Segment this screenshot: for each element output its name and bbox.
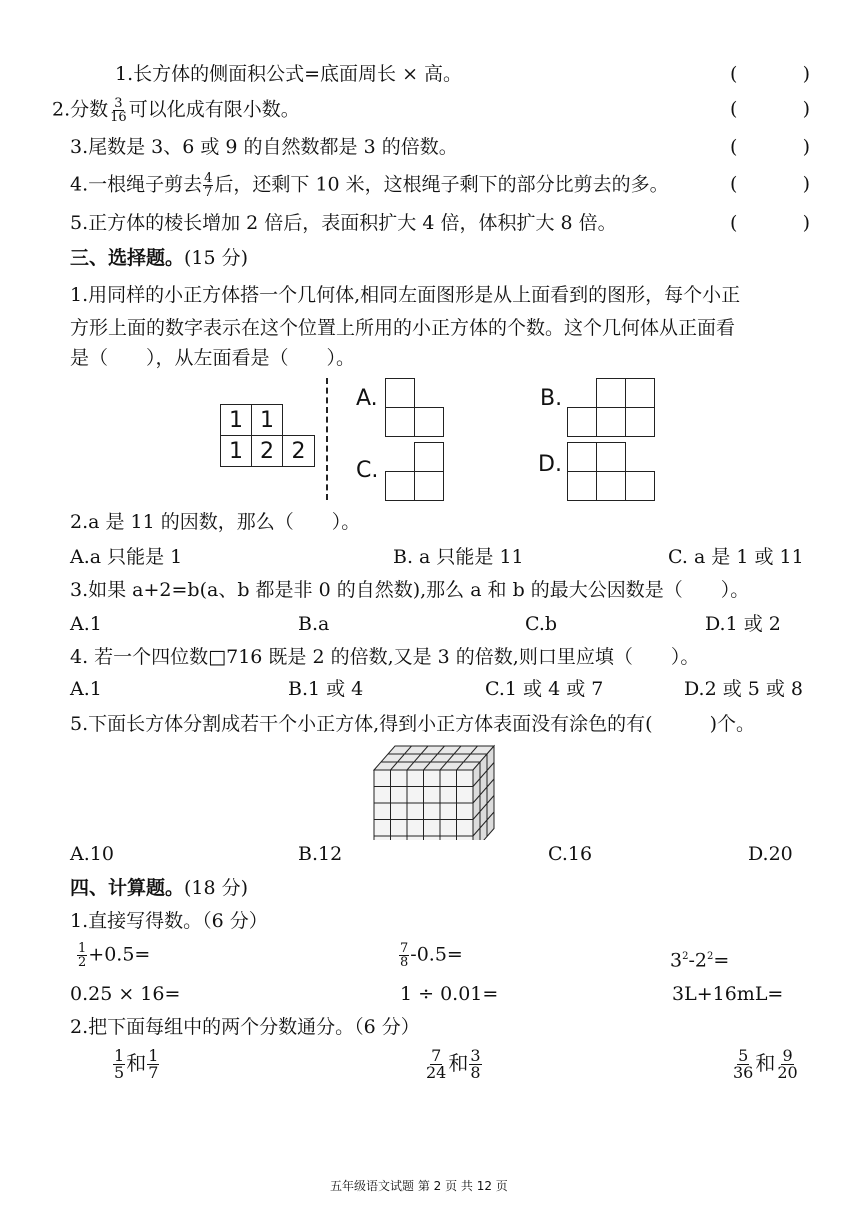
- fraction: $\frac{3}{16}$: [110, 96, 127, 125]
- s3-q2-option[interactable]: C. a 是 1 或 11: [668, 546, 804, 568]
- grid-cell: 2: [251, 435, 283, 467]
- divider: [326, 378, 328, 500]
- fraction-group-3: $\frac{5}{36}$ 和 $\frac{9}{20}$: [733, 1046, 798, 1082]
- tf-answer-5[interactable]: ( ): [730, 212, 810, 234]
- fraction: $\frac{5}{36}$: [733, 1046, 754, 1082]
- option-a-label[interactable]: A.: [356, 386, 378, 411]
- grid-cell: 1: [220, 404, 252, 436]
- tf-question-1: 1.长方体的侧面积公式=底面周长 × 高。: [115, 63, 463, 85]
- calc-1: $\frac{1}{2}$ +0.5=: [78, 941, 151, 970]
- calc-4: 0.25 × 16=: [70, 983, 181, 1005]
- tf-question-2: 2.分数 $\frac{3}{16}$ 可以化成有限小数。: [52, 96, 300, 125]
- s3-q4-option[interactable]: B.1 或 4: [288, 678, 364, 700]
- s3-q3-option[interactable]: C.b: [525, 613, 558, 635]
- calc-3: $3^2-2^2=$: [670, 949, 730, 972]
- option-d-label[interactable]: D.: [538, 452, 562, 477]
- fraction: $\frac{4}{7}$: [204, 171, 213, 200]
- fraction-group-2: $\frac{7}{24}$ 和 $\frac{3}{8}$: [426, 1046, 481, 1082]
- s3-q4-option[interactable]: C.1 或 4 或 7: [485, 678, 604, 700]
- s3-q3-option[interactable]: A.1: [70, 613, 102, 635]
- calc-2: $\frac{7}{8}$ -0.5=: [400, 941, 463, 970]
- s3-q4: 4. 若一个四位数□716 既是 2 的倍数,又是 3 的倍数,则口里应填（ ）。: [70, 646, 700, 668]
- tf-answer-2[interactable]: ( ): [730, 98, 810, 120]
- tf-answer-3[interactable]: ( ): [730, 136, 810, 158]
- option-b-label[interactable]: B.: [540, 386, 563, 411]
- tf-answer-4[interactable]: ( ): [730, 173, 810, 195]
- s3-q2-option[interactable]: A.a 只能是 1: [70, 546, 183, 568]
- tf-question-4: 4.一根绳子剪去 $\frac{4}{7}$ 后，还剩下 10 米，这根绳子剩下的部分比剪去的多。: [70, 171, 669, 200]
- fraction-group-1: $\frac{1}{5}$ 和 $\frac{1}{7}$: [114, 1046, 159, 1082]
- section-3-heading: 三、选择题。(15 分): [70, 247, 249, 269]
- grid-cell: 1: [251, 404, 283, 436]
- grid-cell: 1: [220, 435, 252, 467]
- s3-q1-line2: 方形上面的数字表示在这个位置上所用的小正方体的个数。这个几何体从正面看: [70, 317, 736, 339]
- s3-q5-option[interactable]: B.12: [298, 843, 343, 865]
- section-4-heading: 四、计算题。(18 分): [70, 877, 249, 899]
- s3-q2-option[interactable]: B. a 只能是 11: [393, 546, 524, 568]
- tf-answer-1[interactable]: ( ): [730, 63, 810, 85]
- s4-sub2: 2.把下面每组中的两个分数通分。（6 分）: [70, 1016, 420, 1038]
- fraction: $\frac{7}{24}$: [426, 1046, 447, 1082]
- grid-cell: 2: [282, 435, 315, 467]
- fraction: $\frac{3}{8}$: [470, 1046, 481, 1082]
- tf-question-3: 3.尾数是 3、6 或 9 的自然数都是 3 的倍数。: [70, 136, 458, 158]
- s3-q2: 2.a 是 11 的因数，那么（ ）。: [70, 511, 361, 533]
- calc-6: 3L+16mL=: [672, 983, 784, 1005]
- s4-sub1: 1.直接写得数。（6 分）: [70, 910, 268, 932]
- s3-q5: 5.下面长方体分割成若干个小正方体,得到小正方体表面没有涂色的有( )个。: [70, 713, 755, 735]
- option-c-label[interactable]: C.: [356, 458, 379, 483]
- tf-question-5: 5.正方体的棱长增加 2 倍后，表面积扩大 4 倍，体积扩大 8 倍。: [70, 212, 617, 234]
- s3-q4-option[interactable]: D.2 或 5 或 8: [684, 678, 804, 700]
- page-footer: 五年级语文试题 第 2 页 共 12 页: [330, 1179, 508, 1193]
- s3-q1-line1: 1.用同样的小正方体搭一个几何体,相同左面图形是从上面看到的图形，每个小正: [70, 284, 741, 306]
- cuboid-figure: [370, 740, 505, 840]
- calc-5: 1 ÷ 0.01=: [400, 983, 499, 1005]
- fraction: $\frac{1}{2}$: [78, 941, 87, 970]
- fraction: $\frac{7}{8}$: [400, 941, 409, 970]
- fraction: $\frac{9}{20}$: [777, 1046, 798, 1082]
- fraction: $\frac{1}{7}$: [148, 1046, 159, 1082]
- s3-q3: 3.如果 a+2=b(a、b 都是非 0 的自然数),那么 a 和 b 的最大公因数是（ ）。: [70, 579, 750, 601]
- s3-q5-option[interactable]: C.16: [548, 843, 593, 865]
- s3-q4-option[interactable]: A.1: [70, 678, 102, 700]
- fraction: $\frac{1}{5}$: [114, 1046, 125, 1082]
- s3-q5-option[interactable]: D.20: [748, 843, 793, 865]
- s3-q3-option[interactable]: D.1 或 2: [705, 613, 781, 635]
- s3-q1-line3: 是（ ），从左面看是（ ）。: [70, 347, 356, 369]
- s3-q3-option[interactable]: B.a: [298, 613, 330, 635]
- s3-q5-option[interactable]: A.10: [70, 843, 114, 865]
